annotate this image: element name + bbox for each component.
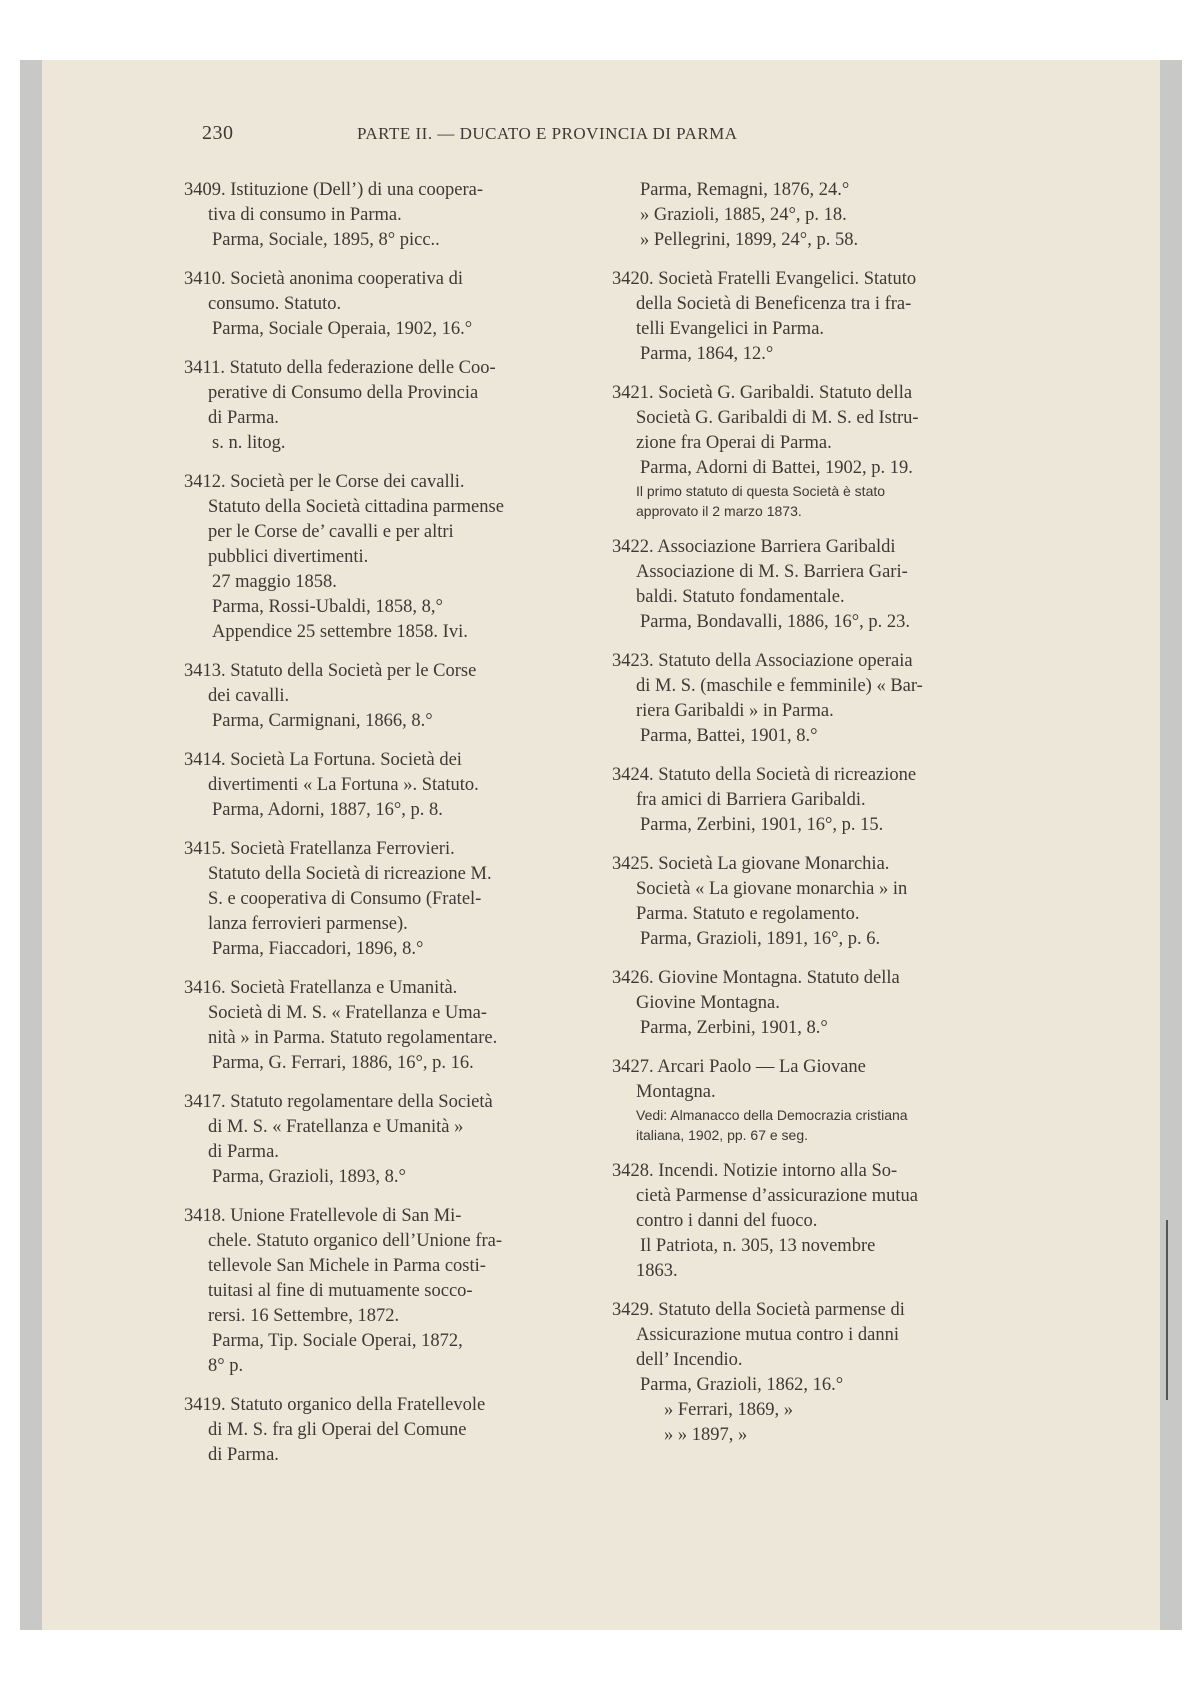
- catalog-entry: [612, 535, 1012, 635]
- entry-line: tellevole San Michele in Parma costi-: [208, 1256, 486, 1276]
- entry-line: chele. Statuto organico dell’Unione fra-: [208, 1231, 503, 1251]
- entry-line: contro i danni del fuoco.: [636, 1211, 818, 1231]
- entry-line: 3429. Statuto della Società parmense di: [612, 1300, 905, 1320]
- entry-line: rersi. 16 Settembre, 1872.: [208, 1306, 400, 1326]
- entry-line: di M. S. « Fratellanza e Umanità »: [208, 1117, 464, 1137]
- catalog-entry: [184, 976, 584, 1076]
- entry-line: S. e cooperativa di Consumo (Fratel-: [208, 889, 482, 909]
- entry-line: Giovine Montagna.: [636, 993, 780, 1013]
- entry-line: 3412. Società per le Corse dei cavalli.: [184, 472, 465, 492]
- entry-line: Parma, Battei, 1901, 8.°: [640, 726, 818, 746]
- entry-line: Parma, Sociale Operaia, 1902, 16.°: [212, 319, 473, 339]
- catalog-entry: [184, 1204, 584, 1379]
- catalog-entry: [612, 1055, 1012, 1145]
- entry-line: Parma, Tip. Sociale Operai, 1872,: [212, 1331, 463, 1351]
- entry-line: Parma, Fiaccadori, 1896, 8.°: [212, 939, 424, 959]
- entry-line: consumo. Statuto.: [208, 294, 342, 314]
- entry-line: Parma, Rossi-Ubaldi, 1858, 8,°: [212, 597, 443, 617]
- entry-line: » Ferrari, 1869, »: [664, 1400, 793, 1420]
- entry-line: pubblici divertimenti.: [208, 547, 369, 567]
- entry-note: italiana, 1902, pp. 67 e seg.: [636, 1127, 809, 1143]
- entry-line: dei cavalli.: [208, 686, 290, 706]
- catalog-entry: [184, 178, 584, 253]
- entry-line: 3428. Incendi. Notizie intorno alla So-: [612, 1161, 898, 1181]
- entry-line: Parma, Grazioli, 1893, 8.°: [212, 1167, 406, 1187]
- catalog-entry: [184, 470, 584, 645]
- left-column: [184, 178, 584, 1482]
- book-page: [42, 60, 1160, 1630]
- entry-line: Parma, Carmignani, 1866, 8.°: [212, 711, 433, 731]
- entry-line: Parma, Bondavalli, 1886, 16°, p. 23.: [640, 612, 910, 632]
- right-column: [612, 178, 1012, 1462]
- entry-line: » » 1897, »: [664, 1425, 748, 1445]
- catalog-entry: [612, 381, 1012, 521]
- entry-note: approvato il 2 marzo 1873.: [636, 503, 802, 519]
- entry-line: » Grazioli, 1885, 24°, p. 18.: [640, 205, 847, 225]
- entry-line: Parma, Sociale, 1895, 8° picc..: [212, 230, 440, 250]
- catalog-entry: [184, 356, 584, 456]
- entry-line: lanza ferrovieri parmense).: [208, 914, 408, 934]
- entry-line: 27 maggio 1858.: [212, 572, 337, 592]
- entry-line: fra amici di Barriera Garibaldi.: [636, 790, 866, 810]
- entry-line: Società di M. S. « Fratellanza e Uma-: [208, 1003, 487, 1023]
- entry-line: 3425. Società La giovane Monarchia.: [612, 854, 890, 874]
- entry-line: Società G. Garibaldi di M. S. ed Istru-: [636, 408, 919, 428]
- entry-line: di M. S. (maschile e femminile) « Bar-: [636, 676, 923, 696]
- catalog-entry: [612, 1159, 1012, 1284]
- entry-line: Statuto della Società cittadina parmense: [208, 497, 504, 517]
- entry-line: della Società di Beneficenza tra i fra-: [636, 294, 912, 314]
- entry-line: zione fra Operai di Parma.: [636, 433, 832, 453]
- catalog-entry: [184, 1393, 584, 1468]
- entry-line: Parma, Adorni di Battei, 1902, p. 19.: [640, 458, 913, 478]
- catalog-entry: [612, 763, 1012, 838]
- catalog-entry: [612, 966, 1012, 1041]
- entry-line: riera Garibaldi » in Parma.: [636, 701, 834, 721]
- entry-line: 3416. Società Fratellanza e Umanità.: [184, 978, 458, 998]
- entry-line: Parma, Remagni, 1876, 24.°: [640, 180, 850, 200]
- catalog-entry: [184, 1090, 584, 1190]
- catalog-entry: [612, 178, 1012, 253]
- catalog-entry: [612, 267, 1012, 367]
- entry-line: telli Evangelici in Parma.: [636, 319, 825, 339]
- scan-background: [20, 60, 1182, 1630]
- entry-line: 3413. Statuto della Società per le Corse: [184, 661, 477, 681]
- entry-line: 3422. Associazione Barriera Garibaldi: [612, 537, 896, 557]
- entry-line: 3410. Società anonima cooperativa di: [184, 269, 463, 289]
- entry-line: dell’ Incendio.: [636, 1350, 743, 1370]
- entry-line: Statuto della Società di ricreazione M.: [208, 864, 492, 884]
- entry-line: di M. S. fra gli Operai del Comune: [208, 1420, 467, 1440]
- entry-note: Vedi: Almanacco della Democrazia cristiana: [636, 1107, 908, 1123]
- entry-line: 3409. Istituzione (Dell’) di una coopera-: [184, 180, 483, 200]
- catalog-entry: [184, 267, 584, 342]
- entry-line: 3426. Giovine Montagna. Statuto della: [612, 968, 900, 988]
- entry-line: 3411. Statuto della federazione delle Coo-: [184, 358, 496, 378]
- entry-line: cietà Parmense d’assicurazione mutua: [636, 1186, 919, 1206]
- entry-line: di Parma.: [208, 408, 279, 428]
- entry-line: 3421. Società G. Garibaldi. Statuto della: [612, 383, 913, 403]
- entry-line: 3420. Società Fratelli Evangelici. Statuto: [612, 269, 917, 289]
- entry-line: 3427. Arcari Paolo — La Giovane: [612, 1057, 866, 1077]
- entry-line: 3415. Società Fratellanza Ferrovieri.: [184, 839, 455, 859]
- entry-line: 8° p.: [208, 1356, 244, 1376]
- entry-line: 3419. Statuto organico della Fratellevole: [184, 1395, 486, 1415]
- entry-line: Montagna.: [636, 1082, 716, 1102]
- entry-line: Parma, Grazioli, 1862, 16.°: [640, 1375, 844, 1395]
- entry-line: 3417. Statuto regolamentare della Società: [184, 1092, 493, 1112]
- scan-edge-mark: [1166, 1220, 1174, 1400]
- entry-line: » Pellegrini, 1899, 24°, p. 58.: [640, 230, 859, 250]
- catalog-entry: [184, 837, 584, 962]
- entry-line: 1863.: [636, 1261, 678, 1281]
- entry-line: 3414. Società La Fortuna. Società dei: [184, 750, 462, 770]
- entry-note: Il primo statuto di questa Società è stato: [636, 483, 886, 499]
- running-title: PARTE II. — DUCATO E PROVINCIA DI PARMA: [357, 124, 738, 143]
- catalog-entry: [612, 1298, 1012, 1448]
- entry-line: tuitasi al fine di mutuamente socco-: [208, 1281, 473, 1301]
- entry-line: Il Patriota, n. 305, 13 novembre: [640, 1236, 876, 1256]
- entry-line: 3418. Unione Fratellevole di San Mi-: [184, 1206, 462, 1226]
- page-header: [202, 122, 1102, 152]
- entry-line: baldi. Statuto fondamentale.: [636, 587, 845, 607]
- entry-line: Parma, 1864, 12.°: [640, 344, 774, 364]
- entry-line: divertimenti « La Fortuna ». Statuto.: [208, 775, 479, 795]
- entry-line: Associazione di M. S. Barriera Gari-: [636, 562, 908, 582]
- entry-line: Parma, Zerbini, 1901, 16°, p. 15.: [640, 815, 884, 835]
- entry-line: tiva di consumo in Parma.: [208, 205, 402, 225]
- entry-line: nità » in Parma. Statuto regolamentare.: [208, 1028, 498, 1048]
- entry-line: per le Corse de’ cavalli e per altri: [208, 522, 454, 542]
- entry-line: s. n. litog.: [212, 433, 286, 453]
- entry-line: Società « La giovane monarchia » in: [636, 879, 908, 899]
- entry-line: 3424. Statuto della Società di ricreazione: [612, 765, 917, 785]
- page-number: 230: [202, 122, 234, 144]
- entry-line: 3423. Statuto della Associazione operaia: [612, 651, 913, 671]
- catalog-entry: [612, 852, 1012, 952]
- entry-line: perative di Consumo della Provincia: [208, 383, 479, 403]
- entry-line: di Parma.: [208, 1142, 279, 1162]
- catalog-entry: [184, 659, 584, 734]
- entry-line: Appendice 25 settembre 1858. Ivi.: [212, 622, 468, 642]
- catalog-entry: [612, 649, 1012, 749]
- entry-line: Parma. Statuto e regolamento.: [636, 904, 860, 924]
- entry-line: Parma, Grazioli, 1891, 16°, p. 6.: [640, 929, 881, 949]
- entry-line: Parma, Adorni, 1887, 16°, p. 8.: [212, 800, 443, 820]
- entry-line: Parma, G. Ferrari, 1886, 16°, p. 16.: [212, 1053, 474, 1073]
- entry-line: Assicurazione mutua contro i danni: [636, 1325, 900, 1345]
- entry-line: Parma, Zerbini, 1901, 8.°: [640, 1018, 828, 1038]
- catalog-entry: [184, 748, 584, 823]
- entry-line: di Parma.: [208, 1445, 279, 1465]
